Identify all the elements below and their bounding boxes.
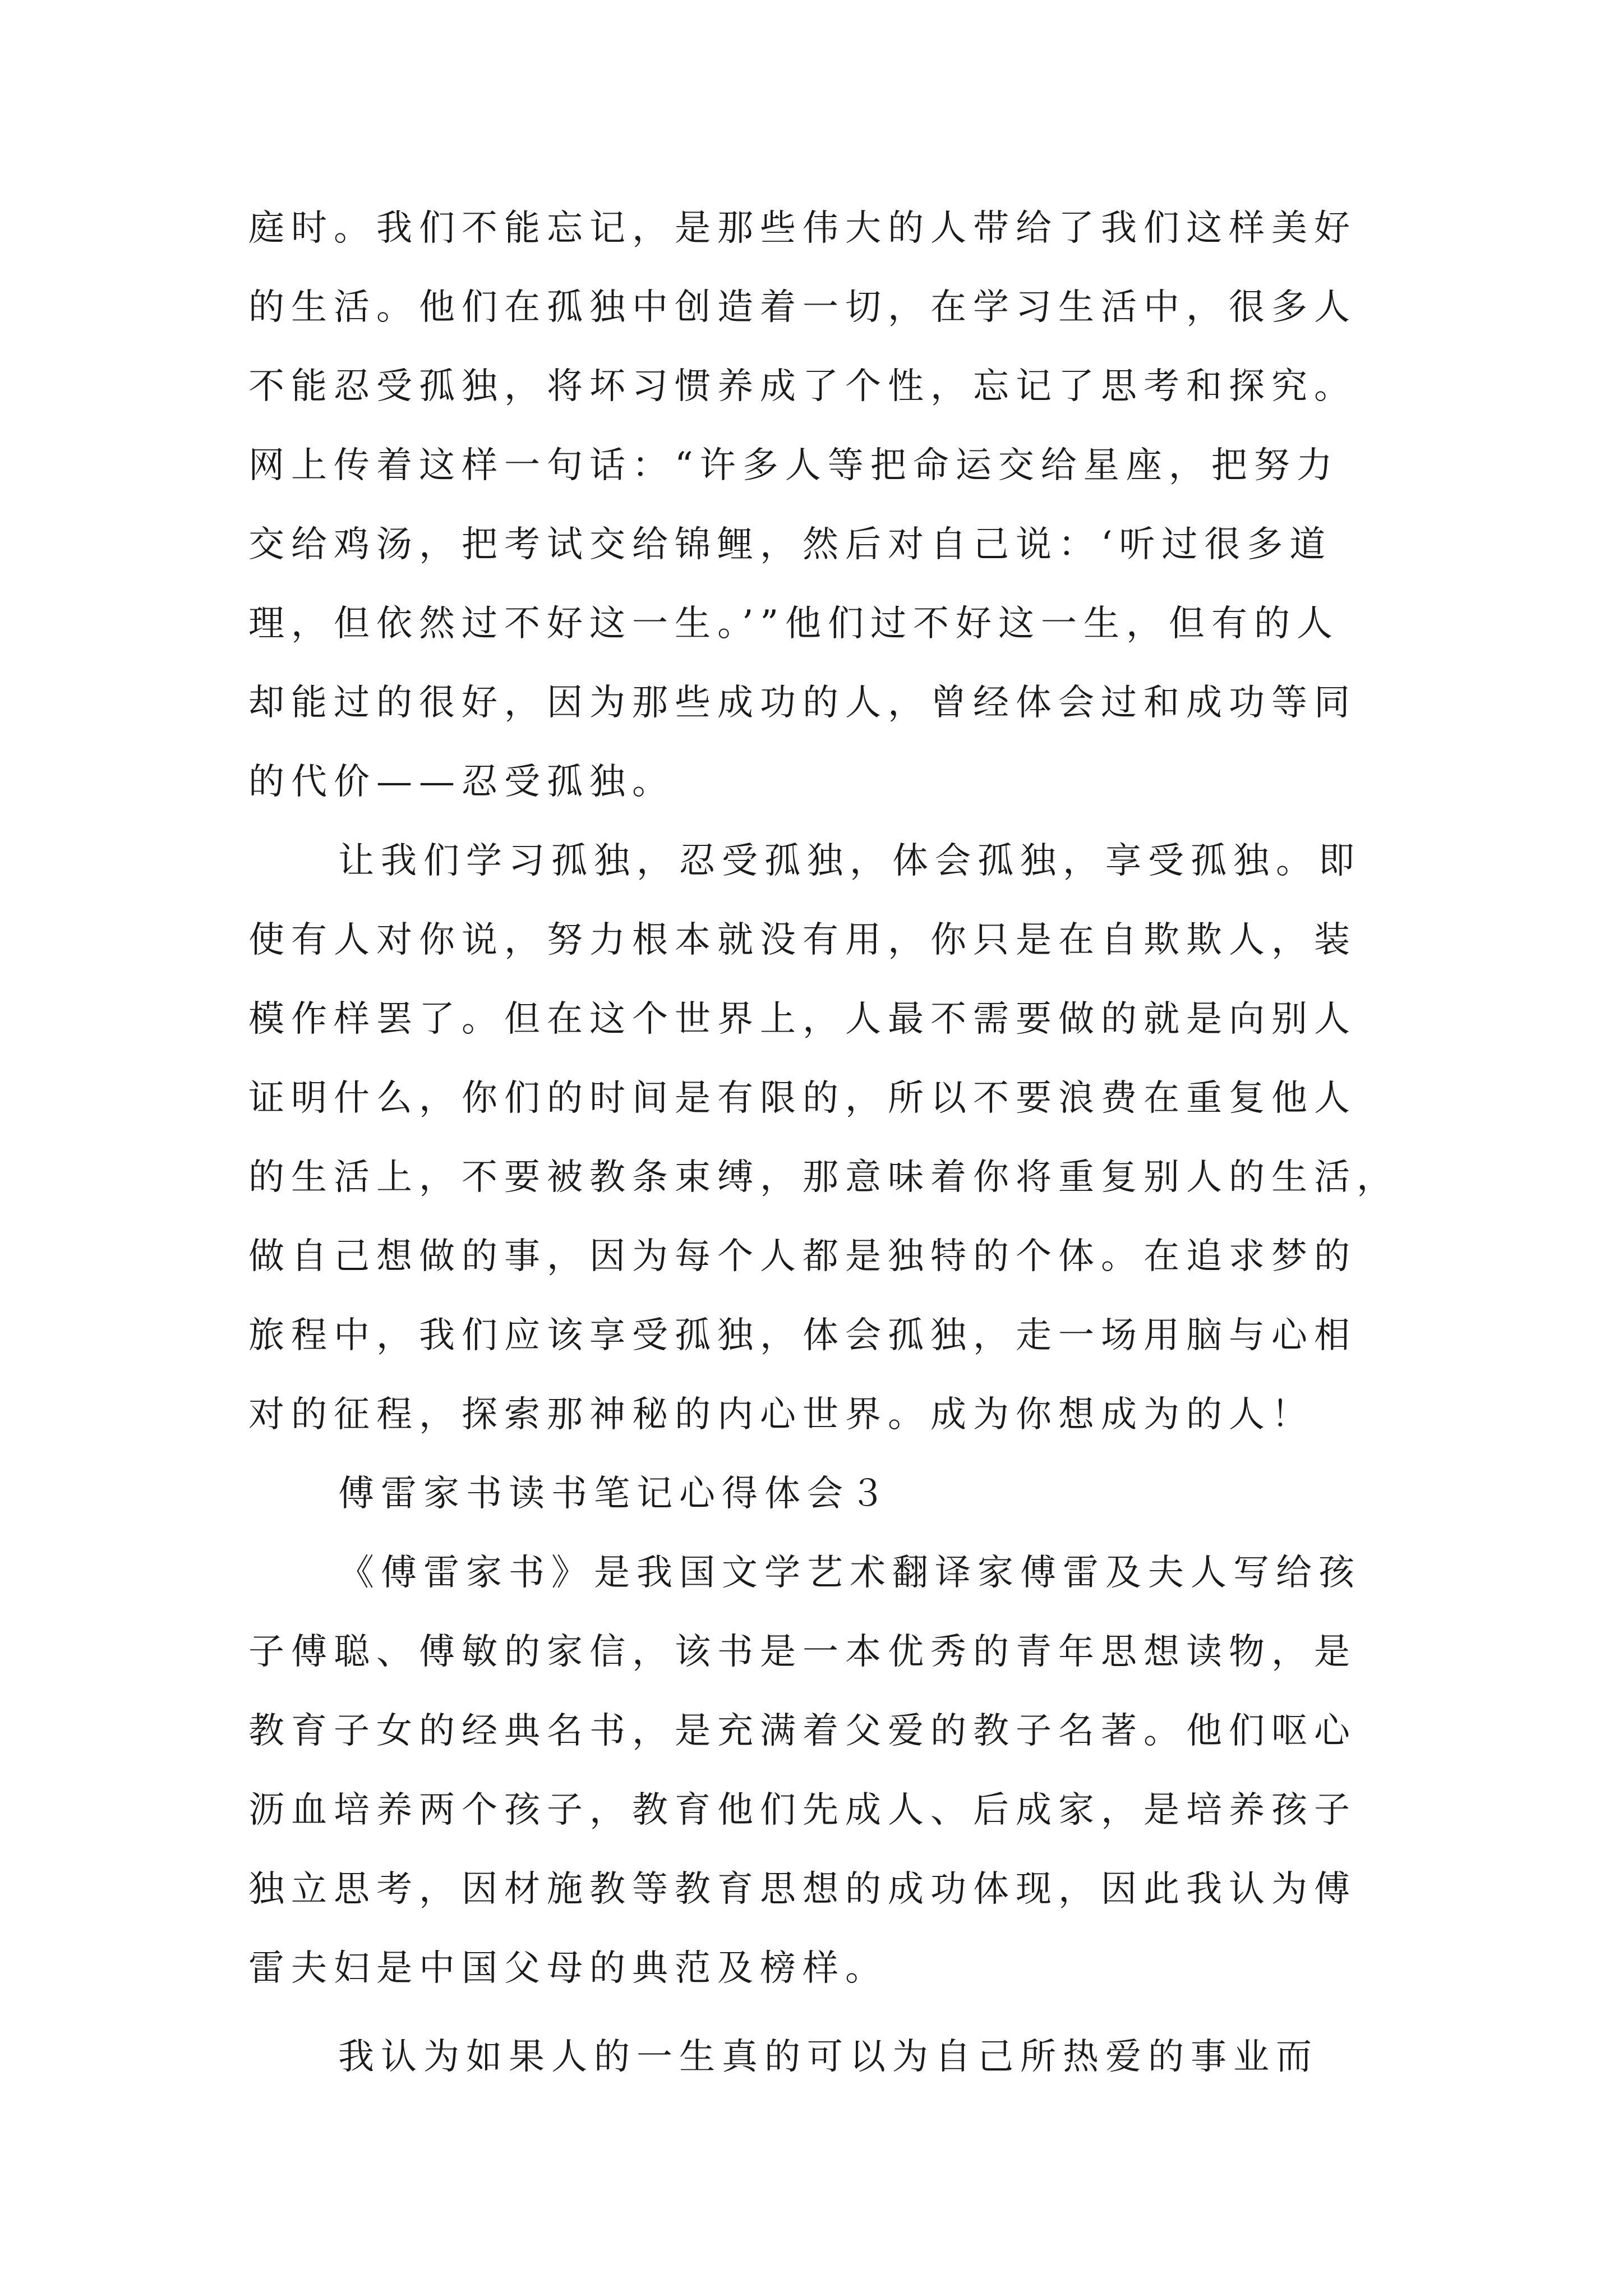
paragraph-3-line-5: 独立思考，因材施教等教育思想的成功体现，因此我认为傅 xyxy=(248,1869,1357,1910)
paragraph-2-line-6: 做自己想做的事，因为每个人都是独特的个体。在追求梦的 xyxy=(248,1236,1357,1277)
paragraph-1-line-3: 不能忍受孤独，将坏习惯养成了个性，忘记了思考和探究。 xyxy=(248,366,1357,407)
paragraph-1-line-2: 的生活。他们在孤独中创造着一切，在学习生活中，很多人 xyxy=(248,287,1357,328)
paragraph-3-line-3: 教育子女的经典名书，是充满着父爱的教子名著。他们呕心 xyxy=(248,1710,1357,1752)
paragraph-2-line-3: 模作样罢了。但在这个世界上，人最不需要做的就是向别人 xyxy=(248,999,1357,1040)
paragraph-3-line-4: 沥血培养两个孩子，教育他们先成人、后成家，是培养孩子 xyxy=(248,1789,1357,1831)
paragraph-3-line-2: 子傅聪、傅敏的家信，该书是一本优秀的青年思想读物，是 xyxy=(248,1631,1357,1673)
paragraph-1-line-1: 庭时。我们不能忘记，是那些伟大的人带给了我们这样美好 xyxy=(248,208,1357,249)
paragraph-2-line-1: 让我们学习孤独，忍受孤独，体会孤独，享受孤独。即 xyxy=(338,840,1361,882)
paragraph-3-line-6: 雷夫妇是中国父母的典范及榜样。 xyxy=(248,1948,888,1989)
paragraph-2-line-8: 对的征程，探索那神秘的内心世界。成为你想成为的人！ xyxy=(248,1394,1314,1435)
paragraph-2-line-7: 旅程中，我们应该享受孤独，体会孤独，走一场用脑与心相 xyxy=(248,1315,1357,1356)
paragraph-2-line-2: 使有人对你说，努力根本就没有用，你只是在自欺欺人，装 xyxy=(248,919,1357,961)
paragraph-1-line-4: 网上传着这样一句话：“许多人等把命运交给星座，把努力 xyxy=(248,445,1339,486)
paragraph-2-line-4: 证明什么，你们的时间是有限的，所以不要浪费在重复他人 xyxy=(248,1078,1357,1119)
paragraph-2-line-5: 的生活上，不要被教条束缚，那意味着你将重复别人的生活， xyxy=(248,1157,1399,1198)
paragraph-3-line-1: 《傅雷家书》是我国文学艺术翻译家傅雷及夫人写给孩 xyxy=(338,1552,1361,1594)
paragraph-1-line-7: 却能过的很好，因为那些成功的人，曾经体会过和成功等同 xyxy=(248,682,1357,724)
paragraph-1-line-5: 交给鸡汤，把考试交给锦鲤，然后对自己说：‘听过很多道 xyxy=(248,524,1332,565)
paragraph-1-line-6: 理，但依然过不好这一生。’”他们过不好这一生，但有的人 xyxy=(248,603,1340,645)
section-heading: 傅雷家书读书笔记心得体会３ xyxy=(338,1473,892,1515)
paragraph-4-line-1: 我认为如果人的一生真的可以为自己所热爱的事业而 xyxy=(338,2036,1318,2078)
paragraph-1-line-8: 的代价——忍受孤独。 xyxy=(248,761,675,803)
